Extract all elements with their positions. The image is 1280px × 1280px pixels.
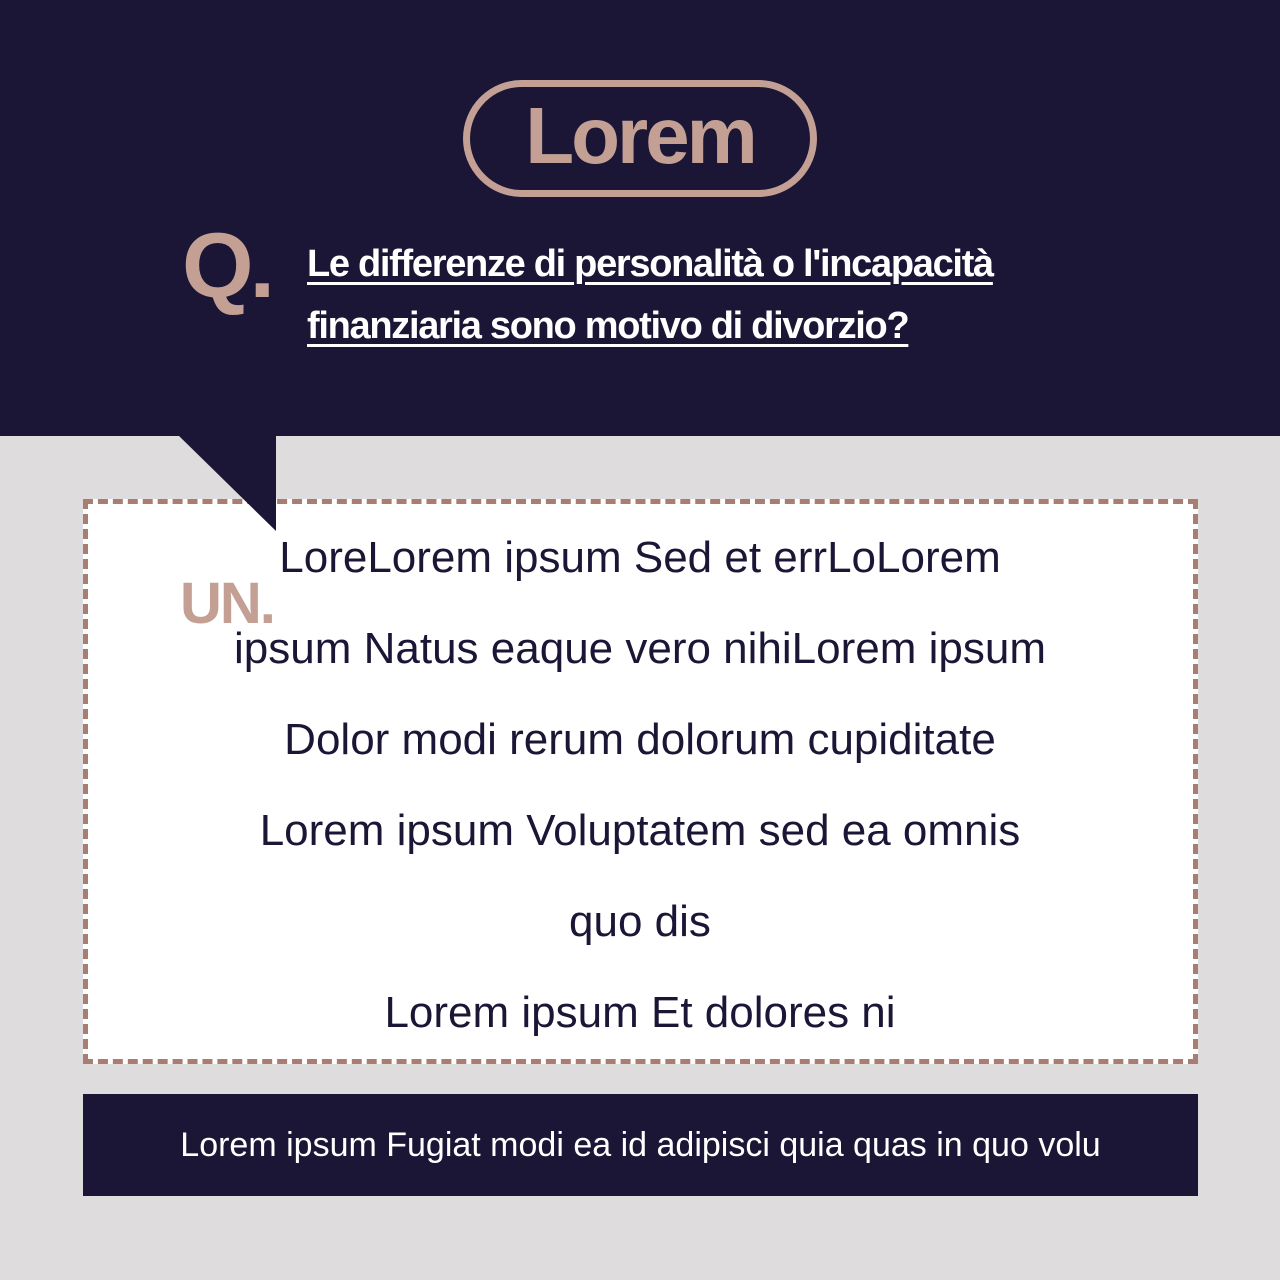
answer-marker: UN. — [180, 571, 274, 636]
answer-text — [100, 512, 1180, 1058]
footer-text: Lorem ipsum Fugiat modi ea id adipisci quia quas in quo volu — [180, 1125, 1101, 1164]
title-pill — [463, 80, 817, 197]
question-text: Le differenze di personalità o l'incapacità finanziaria sono motivo di divorzio? — [307, 243, 993, 347]
speech-bubble-tail — [178, 435, 276, 531]
answer-line: ipsum Natus eaque vero nihiLorem ipsum — [234, 624, 1046, 673]
answer-line: Lorem ipsum Et dolores ni — [384, 988, 896, 1037]
answer-line: Lorem ipsum Voluptatem sed ea omnis — [259, 806, 1021, 855]
title-pill-label: Lorem — [525, 90, 755, 180]
answer-line: quo dis — [569, 897, 711, 946]
answer-line: LoreLorem ipsum Sed et errLoLorem — [279, 533, 1001, 582]
question-marker: Q. — [182, 215, 272, 317]
answer-line: Dolor modi rerum dolorum cupiditate — [284, 715, 996, 764]
footer-bar — [83, 1094, 1198, 1196]
